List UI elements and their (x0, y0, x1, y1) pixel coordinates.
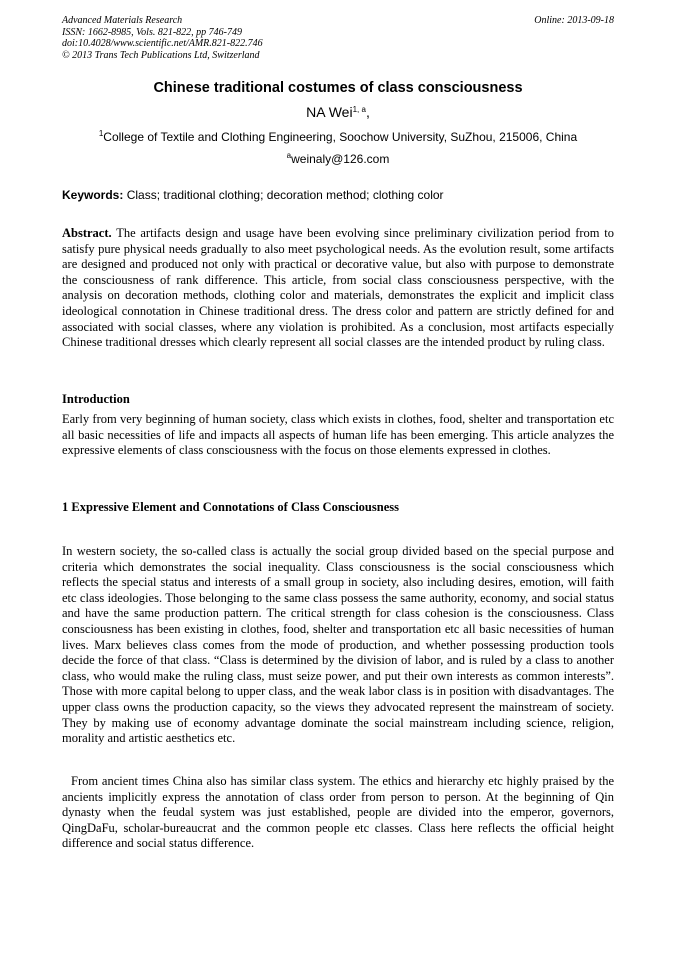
author-trail: , (365, 104, 370, 120)
abstract (62, 226, 614, 351)
abstract-text: The artifacts design and usage have been evolving since preliminary civilization period from to satisfy pure physical needs gradually to also meet psychological needs. As the evolution result, some artifacts are designed and produced not only with practical or decorative value, but also with purpose to demonstrate the consciousness of rank difference. This article, from social class consciousness perspective, with the analysis on decoration methods, clothing color and materials, demonstrates the explicit and implicit class ideological connotation in Chinese traditional dress. The dress color and pattern are strictly defined for and associated with social classes, where any violation is prohibited. As a conclusion, most artifacts especially Chinese traditional dresses which clearly represent all social classes are the intended product by ruling class. (62, 226, 615, 350)
abstract-label: Abstract. (62, 226, 112, 240)
doi-line: doi:10.4028/www.scientific.net/AMR.821-822.746 (62, 38, 263, 49)
issn-line: ISSN: 1662-8985, Vols. 821-822, pp 746-749 (62, 26, 242, 38)
publication-info (62, 15, 614, 61)
keywords-text: Class; traditional clothing; decoration method; clothing color (126, 188, 444, 202)
email-superscript: a (286, 151, 292, 160)
affiliation-text: College of Textile and Clothing Engineering, Soochow University, SuZhou, 215006, China (103, 130, 578, 144)
section-1-paragraph-2: From ancient times China also has similar class system. The ethics and hierarchy etc highly praised by the ancients implicitly express the annotation of class order from person to person. At the beginning of Qin dynasty when the feudal system was just established, people are divided into the emperor, governors, QingDaFu, scholar-bureaucrat and the common people etc classes. Class here reflects the official height difference and social status difference. (62, 774, 614, 851)
copyright-line: © 2013 Trans Tech Publications Ltd, Switzerland (62, 49, 260, 61)
section-1-heading: 1 Expressive Element and Connotations of Class Consciousness (62, 500, 399, 514)
author-email (62, 152, 614, 166)
author-name: NA Wei (306, 104, 353, 120)
affiliation-superscript: 1 (98, 129, 104, 138)
introduction-heading: Introduction (62, 392, 130, 406)
email-text: weinaly@126.com (291, 152, 390, 166)
affiliation (62, 130, 614, 144)
online-date: Online: 2013-09-18 (534, 15, 614, 26)
author-line (62, 104, 614, 120)
keywords-label: Keywords: (62, 188, 124, 202)
paper-title: Chinese traditional costumes of class consciousness (153, 80, 523, 96)
keywords (62, 188, 614, 202)
section-1-paragraph-1: In western society, the so-called class is actually the social group divided based on the special purpose and criteria which demonstrates the social inequality. Class consciousness is the social consciousness which reflects the special status and interests of a small group in society, also including desires, emotion, will faith etc class ideologies. Those belonging to the same class possess the same authority, economy, and social status and have the same production pattern. The critical strength for class cohesion is the consciousness. Class consciousness has been existing in clothes, food, shelter and transportation etc all basic necessities of human lives. Marx believes class comes from the mode of production, and whether possessing production tools decide the force of that class. “Class is determined by the division of labor, and is ruled by a class to another class, who would make the ruling class, must seize power, and put their own interests as common interests”. Those with more capital belong to upper class, and the weak labor class is in position with disadvantages. The upper class owns the production capacity, so the views they advocated represent the mainstream of society. They by making use of economy advantage dominate the social mainstream including science, religion, morality and artistic aesthetics etc. (62, 544, 614, 746)
author-superscript: 1, a (352, 105, 366, 114)
journal-name: Advanced Materials Research (62, 15, 183, 26)
introduction-paragraph: Early from very beginning of human society, class which exists in clothes, food, shelter and transportation etc all basic necessities of life and impacts all aspects of human life has been emerging. This article analyzes the expressive elements of class consciousness with the focus on those elements expressed in clothes. (62, 412, 614, 458)
journal-header (62, 15, 614, 61)
